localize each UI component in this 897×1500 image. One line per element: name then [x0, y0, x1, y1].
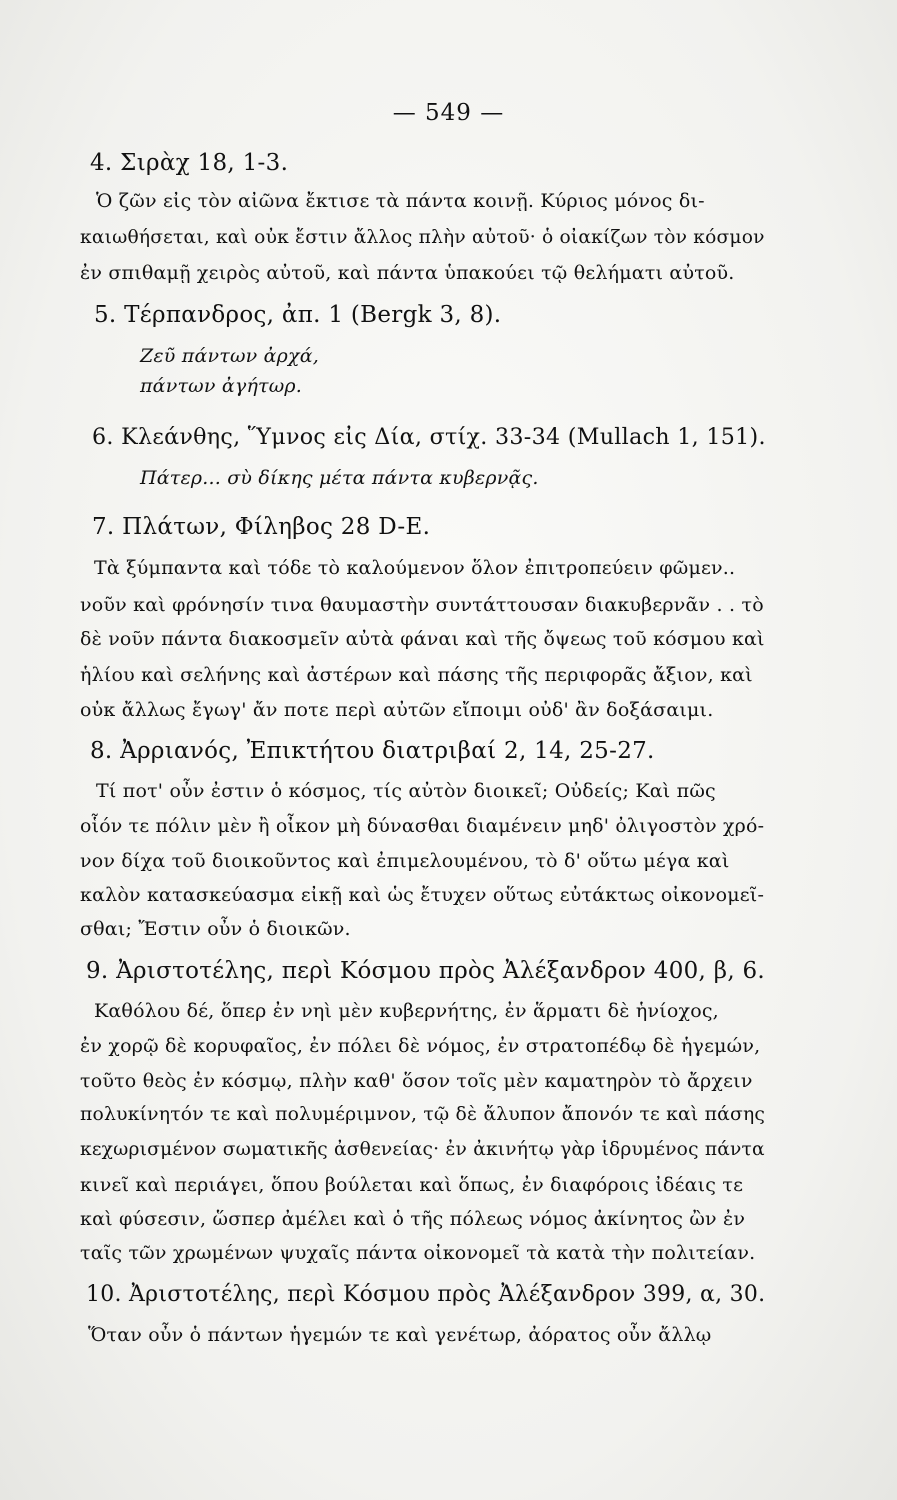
text-line: κινεῖ καὶ περιάγει, ὅπου βούλεται καὶ ὅπως, ἐν διαφόροις ἰδέαις τε: [80, 1174, 744, 1196]
text-line: δὲ νοῦν πάντα διακοσμεῖν αὐτὰ φάναι καὶ τῆς ὄψεως τοῦ κόσμου καὶ: [80, 628, 765, 650]
text-line: Τί ποτ' οὖν ἐστιν ὁ κόσμος, τίς αὐτὸν διοικεῖ; Οὐδείς; Καὶ πῶς: [96, 780, 716, 802]
text-line: Καθόλου δέ, ὅπερ ἐν νηὶ μὲν κυβερνήτης, ἐν ἅρματι δὲ ἡνίοχος,: [94, 1000, 719, 1022]
verse-line: πάντων ἀγήτωρ.: [140, 375, 303, 397]
section-heading: 10. Ἀριστοτέλης, περὶ Κόσμου πρὸς Ἀλέξανδρον 399, α, 30.: [86, 1282, 766, 1307]
text-line: σθαι; Ἔστιν οὖν ὁ διοικῶν.: [80, 918, 351, 940]
text-line: Ὁ ζῶν εἰς τὸν αἰῶνα ἔκτισε τὰ πάντα κοινῇ. Κύριος μόνος δι-: [96, 190, 705, 212]
section-heading: 5. Τέρπανδρος, ἀπ. 1 (Bergk 3, 8).: [94, 302, 502, 328]
text-line: ταῖς τῶν χρωμένων ψυχαῖς πάντα οἰκονομεῖ τὰ κατὰ τὴν πολιτείαν.: [80, 1242, 756, 1264]
verse-line: Πάτερ... σὺ δίκης μέτα πάντα κυβερνᾷς.: [140, 467, 539, 489]
text-line: οὐκ ἄλλως ἔγωγ' ἄν ποτε περὶ αὐτῶν εἴποιμι οὐδ' ἂν δοξάσαιμι.: [80, 699, 714, 721]
text-line: πολυκίνητόν τε καὶ πολυμέριμνον, τῷ δὲ ἄλυπον ἄπονόν τε καὶ πάσης: [80, 1104, 766, 1125]
section-heading: 4. Σιρὰχ 18, 1-3.: [90, 150, 289, 176]
page-number: — 549 —: [392, 100, 505, 126]
text-line: καὶ φύσεσιν, ὥσπερ ἀμέλει καὶ ὁ τῆς πόλεως νόμος ἀκίνητος ὢν ἐν: [80, 1208, 746, 1230]
text-line: Ὅταν οὖν ὁ πάντων ἡγεμών τε καὶ γενέτωρ, ἀόρατος οὖν ἄλλῳ: [88, 1324, 712, 1346]
text-line: οἷόν τε πόλιν μὲν ἢ οἶκον μὴ δύνασθαι διαμένειν μηδ' ὀλιγοστὸν χρό-: [80, 815, 765, 837]
section-heading: 7. Πλάτων, Φίληβος 28 D-E.: [92, 514, 431, 540]
text-line: ἐν σπιθαμῇ χειρὸς αὐτοῦ, καὶ πάντα ὑπακούει τῷ θελήματι αὐτοῦ.: [80, 262, 735, 284]
text-line: τοῦτο θεὸς ἐν κόσμῳ, πλὴν καθ' ὅσον τοῖς μὲν καματηρὸν τὸ ἄρχειν: [80, 1070, 753, 1092]
verse-line: Ζεῦ πάντων ἀρχά,: [140, 345, 320, 367]
section-heading: 6. Κλεάνθης, Ὕμνος εἰς Δία, στίχ. 33-34 (Mullach 1, 151).: [92, 424, 766, 450]
text-line: Τὰ ξύμπαντα καὶ τόδε τὸ καλούμενον ὅλον ἐπιτροπεύειν φῶμεν..: [94, 557, 736, 579]
section-heading: 8. Ἀρριανός, Ἐπικτήτου διατριβαί 2, 14, 25-27.: [90, 738, 655, 764]
text-line: ἐν χορῷ δὲ κορυφαῖος, ἐν πόλει δὲ νόμος, ἐν στρατοπέδῳ δὲ ἡγεμών,: [80, 1035, 761, 1057]
text-line: νον δίχα τοῦ διοικοῦντος καὶ ἐπιμελουμένου, τὸ δ' οὕτω μέγα καὶ: [80, 850, 730, 872]
text-line: καιωθήσεται, καὶ οὐκ ἔστιν ἄλλος πλὴν αὐτοῦ· ὁ οἰακίζων τὸν κόσμον: [80, 227, 765, 248]
text-line: καλὸν κατασκεύασμα εἰκῇ καὶ ὡς ἔτυχεν οὕτως εὐτάκτως οἰκονομεῖ-: [80, 884, 765, 906]
text-line: νοῦν καὶ φρόνησίν τινα θαυμαστὴν συντάττουσαν διακυβερνᾶν . . τὸ: [80, 594, 764, 616]
text-line: ἡλίου καὶ σελήνης καὶ ἀστέρων καὶ πάσης τῆς περιφορᾶς ἄξιον, καὶ: [80, 664, 753, 686]
text-line: κεχωρισμένον σωματικῆς ἀσθενείας· ἐν ἀκινήτῳ γὰρ ἱδρυμένος πάντα: [80, 1139, 765, 1160]
section-heading: 9. Ἀριστοτέλης, περὶ Κόσμου πρὸς Ἀλέξανδρον 400, β, 6.: [86, 958, 766, 984]
